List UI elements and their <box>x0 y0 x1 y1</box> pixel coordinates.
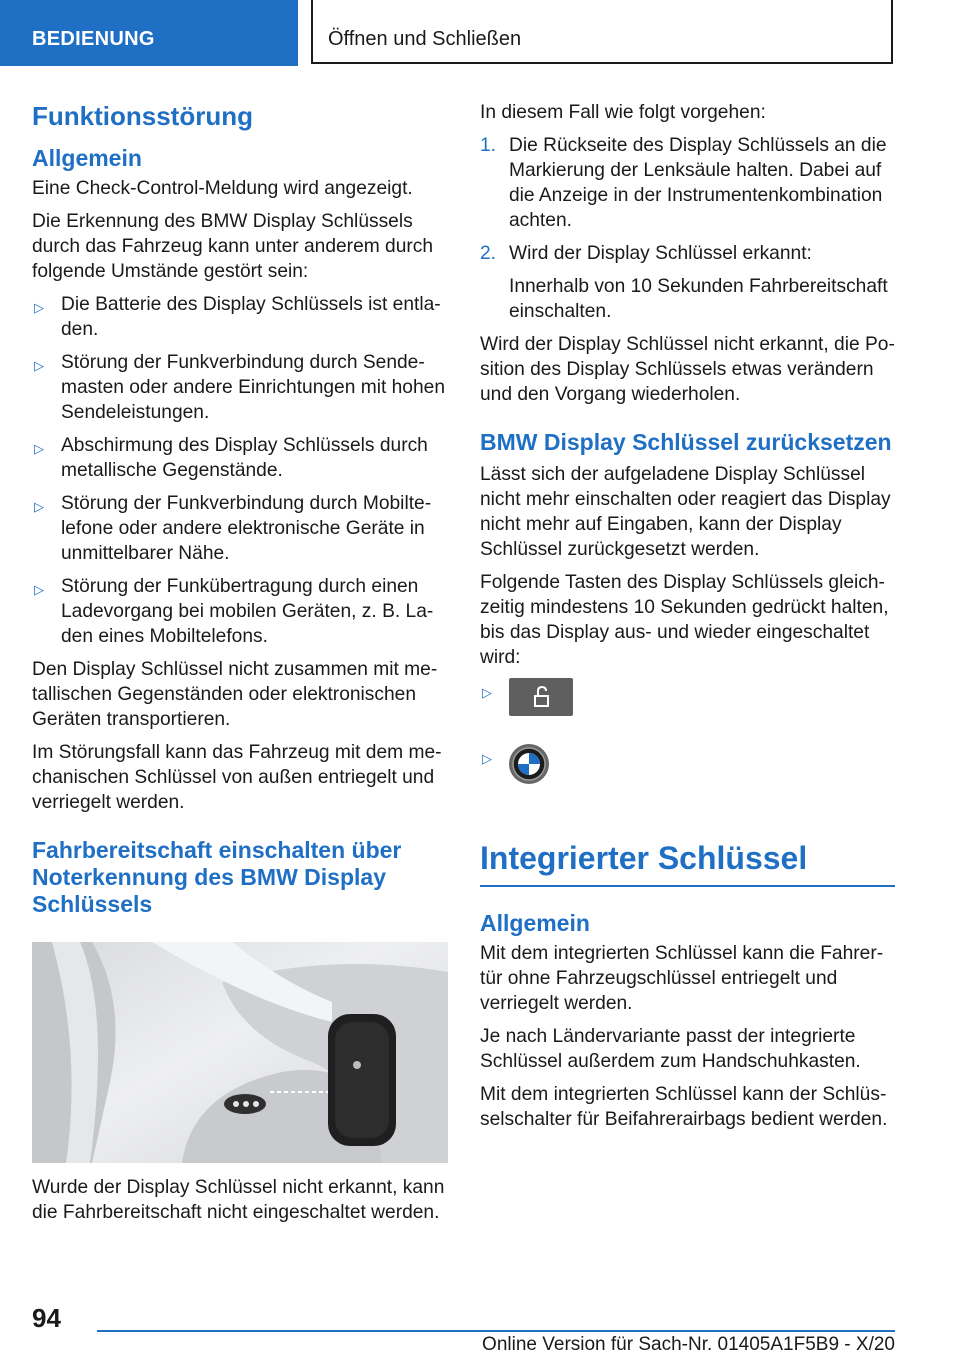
unlock-button-icon <box>509 678 573 716</box>
photo-caption: Wurde der Display Schlüssel nicht erkannt, kann die Fahrbereitschaft nicht eingeschaltet werden. <box>32 1177 445 1223</box>
subheading-fahrbereitschaft: Fahrbereitschaft einschalten über Noterkennung des BMW Display Schlüssels <box>32 837 402 917</box>
list-item: ▷ Abschirmung des Display Schlüssels durch metallische Gegenstände. <box>34 435 428 481</box>
list-item: ▷ Störung der Funkübertragung durch einen Ladevorgang bei mobilen Geräten, z. B. Laden eines Mobiltelefons. <box>34 576 434 647</box>
list-item: ▷ Die Batterie des Display Schlüssels ist entladen. <box>34 294 441 340</box>
list-item: ▷ Störung der Funkverbindung durch Mobiltelefone oder andere elektronische Geräte in unmittelbarer Nähe. <box>34 493 432 564</box>
triangle-bullet-icon: ▷ <box>482 751 492 766</box>
paragraph: Mit dem integrierten Schlüssel kann der Schlüsselschalter für Beifahrerairbags bedient werden. <box>480 1084 888 1130</box>
subheading-allgemein: Allgemein <box>32 145 142 171</box>
paragraph: Mit dem integrierten Schlüssel kann die Fahrertür ohne Fahrzeugschlüssel entriegelt und verriegelt werden. <box>480 943 884 1014</box>
heading-funktionsstoerung: Funktionsstörung <box>32 101 253 131</box>
steering-column-key-photo <box>32 942 448 1163</box>
paragraph: Folgende Tasten des Display Schlüssels gleichzeitig mindestens 10 Sekunden gedrückt halten, bis das Display aus- und wieder eingeschaltet wird: <box>480 572 889 668</box>
subheading-zuruecksetzen: BMW Display Schlüssel zurücksetzen <box>480 429 892 455</box>
bullet-list <box>32 292 448 649</box>
list-item: 2. Wird der Display Schlüssel erkannt: Innerhalb von 10 Sekunden Fahrbereitschaft einschalten. <box>480 241 895 324</box>
chapter-label: Öffnen und Schließen <box>328 28 522 50</box>
triangle-bullet-icon: ▷ <box>34 358 44 373</box>
unlock-key-item <box>480 678 895 730</box>
paragraph: Lässt sich der aufgeladene Display Schlüssel nicht mehr einschalten oder reagiert das Display nicht mehr auf Eingaben, kann der Display Schlüssel zurückgesetzt werden. <box>480 464 891 560</box>
paragraph: In diesem Fall wie folgt vorgehen: <box>480 102 766 123</box>
paragraph: Den Display Schlüssel nicht zusammen mit metallischen Gegenständen oder elektronischen Geräten transportieren. <box>32 659 438 730</box>
paragraph: Je nach Ländervariante passt der integrierte Schlüssel außerdem zum Handschuhkasten. <box>480 1026 861 1072</box>
left-column <box>32 100 448 1233</box>
page-footer <box>0 1300 960 1362</box>
footer-divider <box>97 1330 895 1332</box>
step-number: 2. <box>480 243 497 264</box>
paragraph: Im Störungsfall kann das Fahrzeug mit dem mechanischen Schlüssel von außen entriegelt und verriegelt werden. <box>32 742 442 813</box>
step-subtext: Innerhalb von 10 Sekunden Fahrbereitschaft einschalten. <box>509 276 888 322</box>
list-item: ▷ Störung der Funkverbindung durch Sendemasten oder andere Einrichtungen mit hohen Sendeleistungen. <box>34 352 445 423</box>
paragraph: Die Erkennung des BMW Display Schlüssels durch das Fahrzeug kann unter anderem durch folgende Umstände gestört sein: <box>32 211 434 282</box>
footer-version-text: Online Version für Sach-Nr. 01405A1F5B9 - X/20 <box>482 1334 895 1355</box>
right-column <box>480 100 895 1140</box>
triangle-bullet-icon: ▷ <box>482 685 492 700</box>
bmw-logo-button-icon <box>509 744 549 784</box>
page-number: 94 <box>32 1303 61 1333</box>
step-number: 1. <box>480 135 497 156</box>
page-header <box>0 0 960 66</box>
paragraph: Eine Check-Control-Meldung wird angezeigt. <box>32 178 413 199</box>
section-tab <box>0 0 298 66</box>
heading-integrierter-schluessel: Integrierter Schlüssel <box>480 838 895 887</box>
list-item: 1. Die Rückseite des Display Schlüssels an die Markierung der Lenksäule halten. Dabei auf die Anzeige in der Instrumentenkombination achten. <box>480 135 887 231</box>
bmw-key-item <box>480 744 895 796</box>
section-label: BEDIENUNG <box>32 28 155 50</box>
paragraph: Wird der Display Schlüssel nicht erkannt, die Position des Display Schlüssels etwas verändern und den Vorgang wiederholen. <box>480 334 895 405</box>
triangle-bullet-icon: ▷ <box>34 300 44 315</box>
key-illustration <box>32 942 448 1163</box>
subheading-allgemein-2: Allgemein <box>480 910 590 936</box>
triangle-bullet-icon: ▷ <box>34 582 44 597</box>
numbered-list <box>480 133 895 324</box>
chapter-tab <box>311 0 893 64</box>
triangle-bullet-icon: ▷ <box>34 441 44 456</box>
triangle-bullet-icon: ▷ <box>34 499 44 514</box>
